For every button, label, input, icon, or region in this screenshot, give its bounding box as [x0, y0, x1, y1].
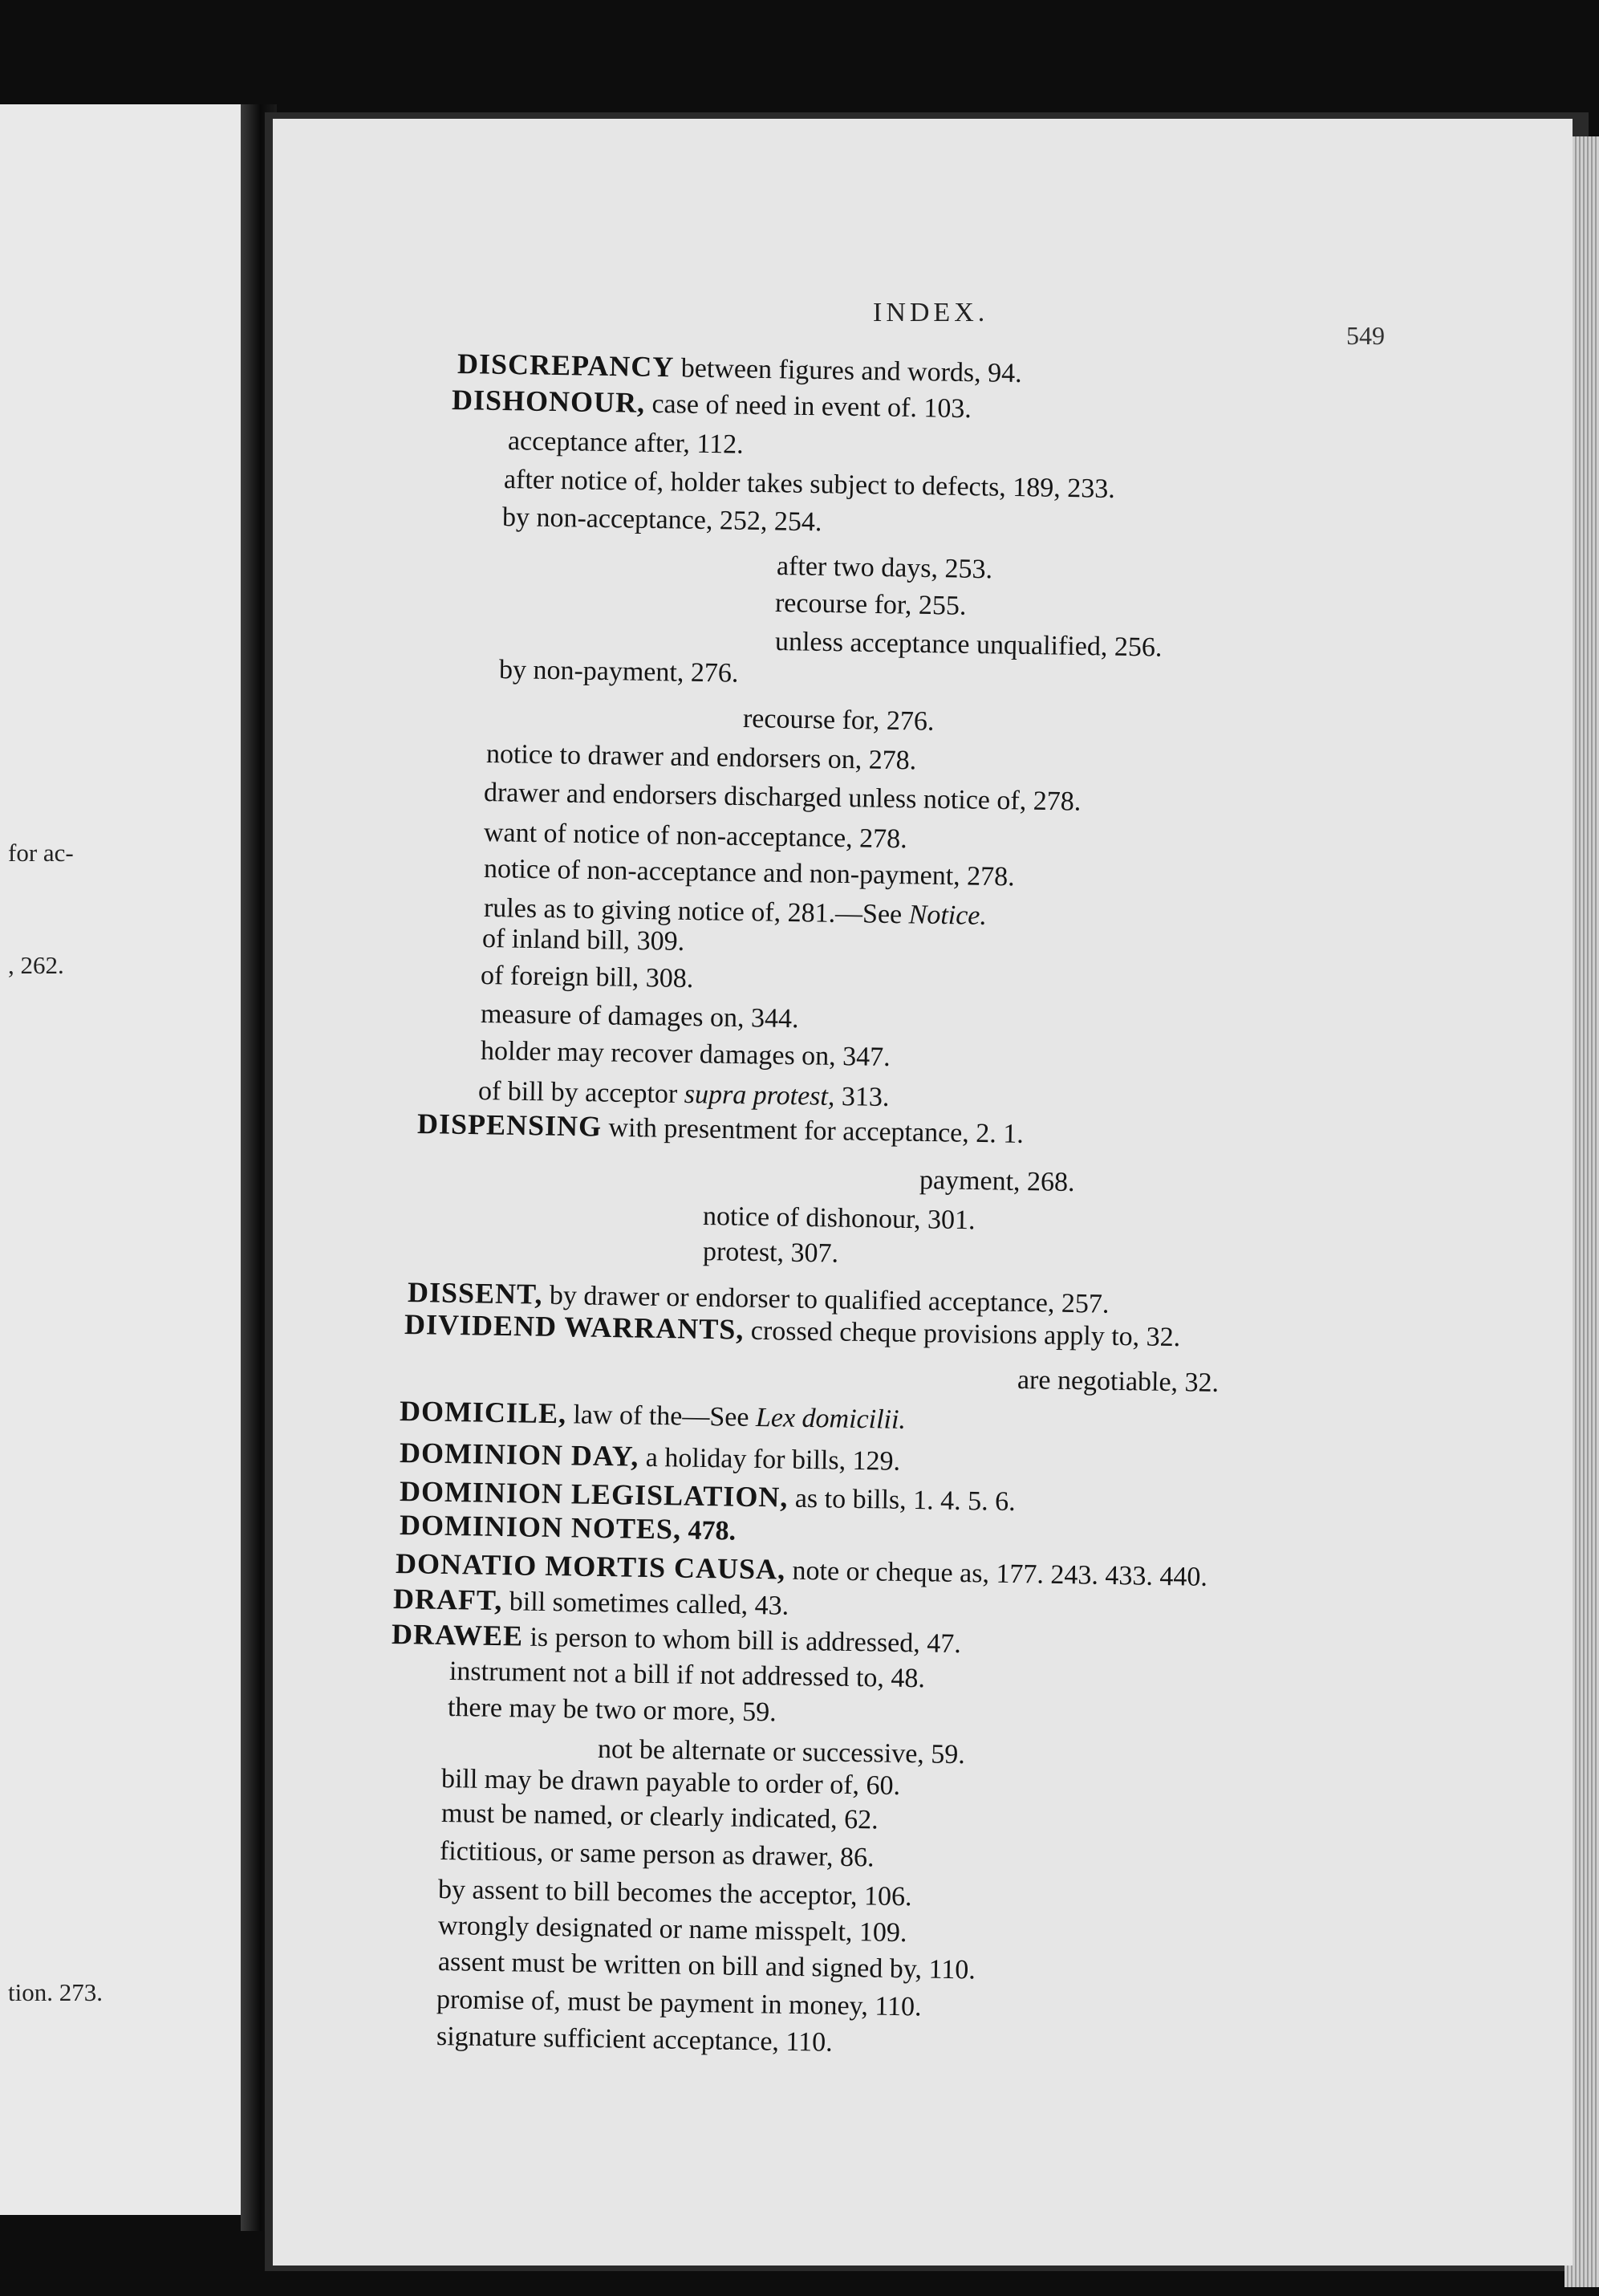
entry-cross-reference: Notice. [908, 900, 988, 931]
entry-text: not be alternate or successive, 59. [597, 1734, 966, 1770]
index-entry [499, 654, 739, 690]
entry-text: by drawer or endorser to qualified acceptance, 257. [549, 1280, 1110, 1319]
index-entry [743, 703, 935, 738]
page-header-title: INDEX. [873, 298, 989, 327]
page-number: 549 [1346, 321, 1385, 350]
entry-heading: DOMICILE, [399, 1395, 567, 1430]
entry-text: crossed cheque provisions apply to, 32. [750, 1315, 1181, 1353]
entry-heading: DISSENT, [407, 1276, 543, 1311]
entry-text: notice of non-acceptance and non-payment, 278. [483, 854, 1016, 892]
index-entry [598, 1733, 965, 1771]
entry-italic-term: supra protest, [684, 1079, 835, 1111]
entry-text: are negotiable, 32. [1017, 1365, 1220, 1398]
entry-text: after two days, 253. [776, 551, 993, 585]
index-entry [481, 998, 799, 1035]
index-entry [393, 1583, 789, 1623]
index-entry [508, 425, 744, 461]
entry-heading: DRAFT, [392, 1583, 503, 1617]
index-entry [1017, 1364, 1220, 1400]
entry-text: as to bills, 1. 4. 5. 6. [794, 1483, 1016, 1518]
index-entry [703, 1201, 976, 1237]
index-entry [478, 1075, 890, 1114]
entry-text: wrongly designated or name misspelt, 109. [437, 1911, 907, 1949]
entry-text: notice to drawer and endorsers on, 278. [485, 739, 917, 776]
entry-text: by non-payment, 276. [498, 655, 739, 689]
entry-text: after notice of, holder takes subject to defects, 189, 233. [503, 465, 1116, 504]
entry-text: holder may recover damages on, 347. [480, 1036, 891, 1073]
entry-text: fictitious, or same person as drawer, 86. [439, 1836, 875, 1873]
entry-heading: DONATIO MORTIS CAUSA, [395, 1547, 786, 1586]
index-entry [775, 626, 1163, 664]
entry-text: by assent to bill becomes the acceptor, 106. [437, 1875, 912, 1912]
entry-heading: DOMINION DAY, [399, 1437, 639, 1473]
entry-text: there may be two or more, 59. [447, 1693, 777, 1728]
left-page-fragment: tion. 273. [8, 1978, 103, 2006]
entry-text: a holiday for bills, 129. [645, 1442, 901, 1477]
entry-text: by non-acceptance, 252, 254. [501, 502, 822, 538]
entry-text: want of notice of non-acceptance, 278. [483, 818, 907, 855]
left-page-fragment: , 262. [8, 951, 64, 979]
entry-heading: DISHONOUR, [451, 384, 646, 419]
entry-heading: DOMINION LEGISLATION, [399, 1475, 789, 1514]
entry-text: bill sometimes called, 43. [509, 1587, 789, 1621]
entry-text: of bill by acceptor [477, 1076, 678, 1109]
entry-text: acceptance after, 112. [507, 426, 744, 460]
entry-heading: DRAWEE [391, 1618, 524, 1652]
entry-text: protest, 307. [702, 1237, 839, 1269]
entry-text: note or cheque as, 177. 243. 433. 440. [792, 1555, 1208, 1592]
entry-text: must be named, or clearly indicated, 62. [440, 1798, 879, 1835]
index-entry [919, 1164, 1075, 1199]
index-entry [441, 1798, 879, 1837]
entry-text: measure of damages on, 344. [480, 999, 799, 1034]
entry-heading: DISPENSING [416, 1107, 603, 1143]
entry-text: recourse for, 255. [774, 588, 967, 621]
entry-text: unless acceptance unqualified, 256. [774, 627, 1163, 663]
index-entry [703, 1236, 839, 1270]
index-entry [436, 2021, 833, 2059]
index-entry [400, 1509, 737, 1548]
index-entry [502, 502, 822, 538]
entry-heading: DOMINION NOTES, [399, 1509, 682, 1546]
entry-text: assent must be written on bill and signed by, 110. [437, 1947, 976, 1985]
index-entry [481, 1035, 891, 1074]
entry-text: promise of, must be payment in money, 110. [436, 1985, 922, 2022]
entry-text: with presentment for acceptance, 2. 1. [608, 1112, 1025, 1149]
entry-text: 478. [688, 1515, 737, 1546]
entry-heading: DISCREPANCY [457, 347, 675, 384]
index-entry [775, 587, 967, 623]
index-entry [777, 551, 993, 586]
entry-cross-reference: Lex domicilii. [755, 1402, 907, 1435]
entry-text: instrument not a bill if not addressed to, 48. [448, 1656, 926, 1694]
entry-heading: DIVIDEND WARRANTS, [404, 1308, 745, 1346]
entry-page-ref: 313. [841, 1082, 890, 1113]
index-entry [481, 960, 694, 995]
index-entry [440, 1835, 875, 1875]
entry-text: of foreign bill, 308. [480, 961, 694, 994]
left-page [0, 104, 253, 2215]
entry-text: rules as to giving notice of, 281.—See [483, 893, 903, 930]
entry-text: drawer and endorsers discharged unless notice of, 278. [483, 778, 1082, 817]
entry-text: bill may be drawn payable to order of, 60. [440, 1764, 901, 1801]
left-page-fragment: for ac- [8, 839, 74, 867]
index-entry [484, 817, 907, 855]
index-entry [448, 1692, 777, 1729]
entry-text: notice of dishonour, 301. [702, 1201, 976, 1236]
entry-text: is person to whom bill is addressed, 47. [530, 1622, 962, 1660]
entry-text: of inland bill, 309. [481, 924, 685, 957]
entry-text: between figures and words, 94. [680, 353, 1022, 389]
entry-text: signature sufficient acceptance, 110. [436, 2022, 833, 2058]
entry-text: payment, 268. [919, 1165, 1075, 1198]
index-entry [482, 923, 685, 958]
entry-text: recourse for, 276. [742, 704, 935, 737]
index-entry [486, 738, 917, 777]
entry-text: case of need in event of. 103. [651, 388, 972, 425]
entry-text: law of the—See [573, 1400, 749, 1432]
